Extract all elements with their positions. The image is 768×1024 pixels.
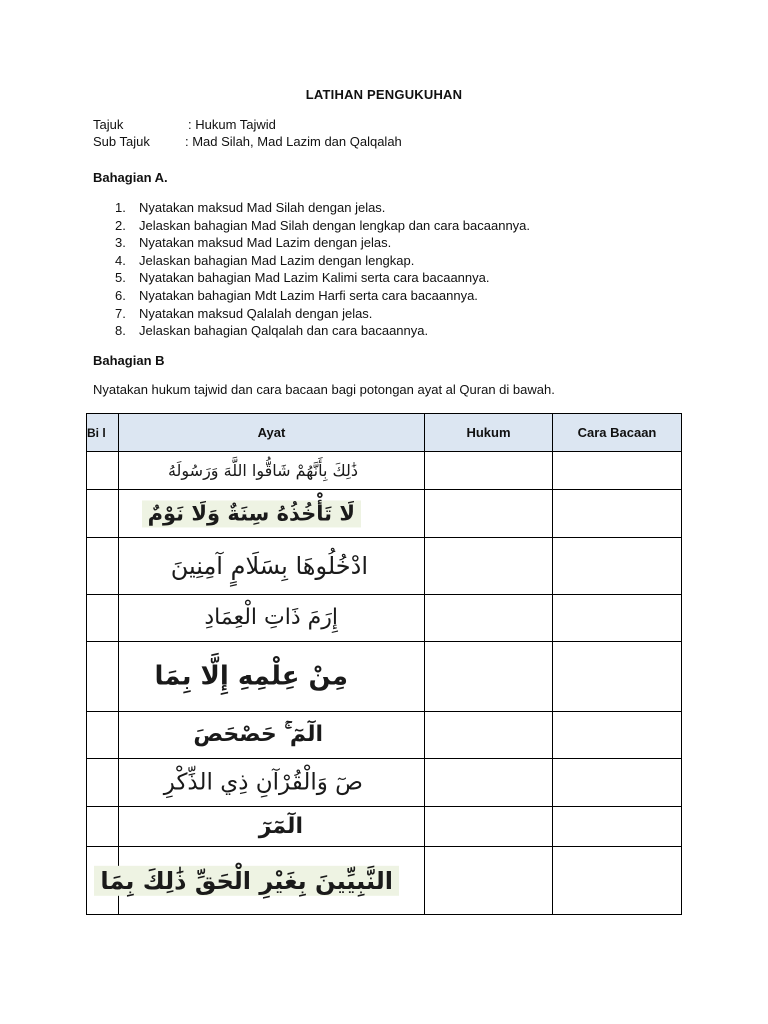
question-item <box>93 269 653 287</box>
ayat-text: لَا تَأْخُذُهُ سِنَةٌ وَلَا نَوْمٌ <box>142 500 361 527</box>
ayat-cell <box>119 538 425 595</box>
ayat-text: ذَٰلِكَ بِأَنَّهُمْ شَاقُّوا اللَّهَ وَرَسُولَهُ <box>167 460 358 480</box>
question-number: 5. <box>115 270 126 286</box>
header-cara-bacaan: Cara Bacaan <box>553 414 682 452</box>
hukum-answer-cell[interactable] <box>425 847 553 915</box>
ayat-text: ادْخُلُوهَا بِسَلَامٍ آمِنِينَ <box>170 551 368 580</box>
ayat-text: النَّبِيِّينَ بِغَيْرِ الْحَقِّ ذَٰلِكَ بِمَا <box>94 865 399 895</box>
hukum-answer-cell[interactable] <box>425 452 553 490</box>
section-a-heading: Bahagian A. <box>93 170 168 185</box>
bil-cell[interactable] <box>87 595 119 642</box>
question-text: Jelaskan bahagian Mad Lazim dengan lengkap. <box>139 252 415 268</box>
table-row <box>87 712 682 759</box>
cara-answer-cell[interactable] <box>553 759 682 807</box>
table-row <box>87 847 682 915</box>
bil-cell[interactable] <box>87 490 119 538</box>
question-number: 8. <box>115 323 126 339</box>
cara-answer-cell[interactable] <box>553 595 682 642</box>
table-row <box>87 452 682 490</box>
hukum-answer-cell[interactable] <box>425 595 553 642</box>
hukum-answer-cell[interactable] <box>425 538 553 595</box>
question-text: Nyatakan bahagian Mdt Lazim Harfi serta cara bacaannya. <box>139 287 478 303</box>
ayat-text: إِرَمَ ذَاتِ الْعِمَادِ <box>204 604 338 630</box>
subtajuk-row <box>93 134 402 149</box>
cara-answer-cell[interactable] <box>553 538 682 595</box>
section-b-instruction: Nyatakan hukum tajwid dan cara bacaan bagi potongan ayat al Quran di bawah. <box>93 382 555 397</box>
ayat-text: الٓمٓرٓ <box>258 813 303 839</box>
table-header-row <box>87 414 682 452</box>
ayat-cell <box>119 807 425 847</box>
answer-table <box>86 413 682 915</box>
bil-cell[interactable] <box>87 712 119 759</box>
question-text: Nyatakan maksud Mad Lazim dengan jelas. <box>139 235 392 251</box>
question-text: Jelaskan bahagian Qalqalah dan cara bacaannya. <box>139 323 429 339</box>
cara-answer-cell[interactable] <box>553 712 682 759</box>
question-number: 1. <box>115 200 126 215</box>
ayat-cell <box>119 642 425 712</box>
bil-cell[interactable] <box>87 759 119 807</box>
question-item <box>93 287 653 305</box>
subtajuk-label: Sub Tajuk <box>93 134 150 149</box>
hukum-answer-cell[interactable] <box>425 712 553 759</box>
page-title: LATIHAN PENGUKUHAN <box>305 87 463 102</box>
question-item <box>93 252 653 270</box>
subtajuk-value: : Mad Silah, Mad Lazim dan Qalqalah <box>185 134 402 149</box>
ayat-cell <box>119 595 425 642</box>
table-row <box>87 595 682 642</box>
question-text: Jelaskan bahagian Mad Silah dengan lengkap dan cara bacaannya. <box>139 217 531 233</box>
header-hukum: Hukum <box>425 414 553 452</box>
ayat-cell <box>100 847 425 915</box>
hukum-answer-cell[interactable] <box>425 642 553 712</box>
ayat-text: الٓمٓ ۚ حَصْحَصَ <box>193 721 323 747</box>
tajuk-label: Tajuk <box>93 117 124 132</box>
ayat-text: صٓ وَالْقُرْآنِ ذِي الذِّكْرِ <box>163 768 363 795</box>
question-number: 2. <box>115 217 126 233</box>
question-number: 4. <box>115 252 126 268</box>
question-number: 6. <box>115 287 126 303</box>
cara-answer-cell[interactable] <box>553 642 682 712</box>
question-number: 3. <box>115 235 126 251</box>
tajuk-value: : Hukum Tajwid <box>188 117 276 132</box>
bil-cell[interactable] <box>87 807 119 847</box>
ayat-text: مِنْ عِلْمِهِ إِلَّا بِمَا <box>154 661 348 692</box>
bil-cell[interactable] <box>87 538 119 595</box>
cara-answer-cell[interactable] <box>553 807 682 847</box>
question-text: Nyatakan maksud Mad Silah dengan jelas. <box>139 200 386 215</box>
header-ayat: Ayat <box>119 414 425 452</box>
question-list <box>93 199 653 340</box>
ayat-cell <box>119 490 425 538</box>
bil-cell[interactable] <box>87 642 119 712</box>
cara-answer-cell[interactable] <box>553 490 682 538</box>
question-item <box>93 322 653 340</box>
question-text: Nyatakan bahagian Mad Lazim Kalimi serta cara bacaannya. <box>139 270 490 286</box>
hukum-answer-cell[interactable] <box>425 490 553 538</box>
hukum-answer-cell[interactable] <box>425 759 553 807</box>
tajuk-row <box>93 117 276 132</box>
question-text: Nyatakan maksud Qalalah dengan jelas. <box>139 305 373 321</box>
question-number: 7. <box>115 305 126 321</box>
table-row <box>87 490 682 538</box>
cara-answer-cell[interactable] <box>553 452 682 490</box>
table-row <box>87 807 682 847</box>
bil-cell[interactable] <box>87 452 119 490</box>
table-row <box>87 642 682 712</box>
ayat-cell <box>119 452 425 490</box>
question-item <box>93 234 653 252</box>
hukum-answer-cell[interactable] <box>425 807 553 847</box>
header-bil: Bi l <box>87 414 119 452</box>
ayat-cell <box>119 759 425 807</box>
question-item <box>93 305 653 323</box>
ayat-cell <box>119 712 425 759</box>
question-item <box>93 199 653 217</box>
section-b-heading: Bahagian B <box>93 353 165 368</box>
table-row <box>87 759 682 807</box>
cara-answer-cell[interactable] <box>553 847 682 915</box>
question-item <box>93 217 653 235</box>
table-row <box>87 538 682 595</box>
